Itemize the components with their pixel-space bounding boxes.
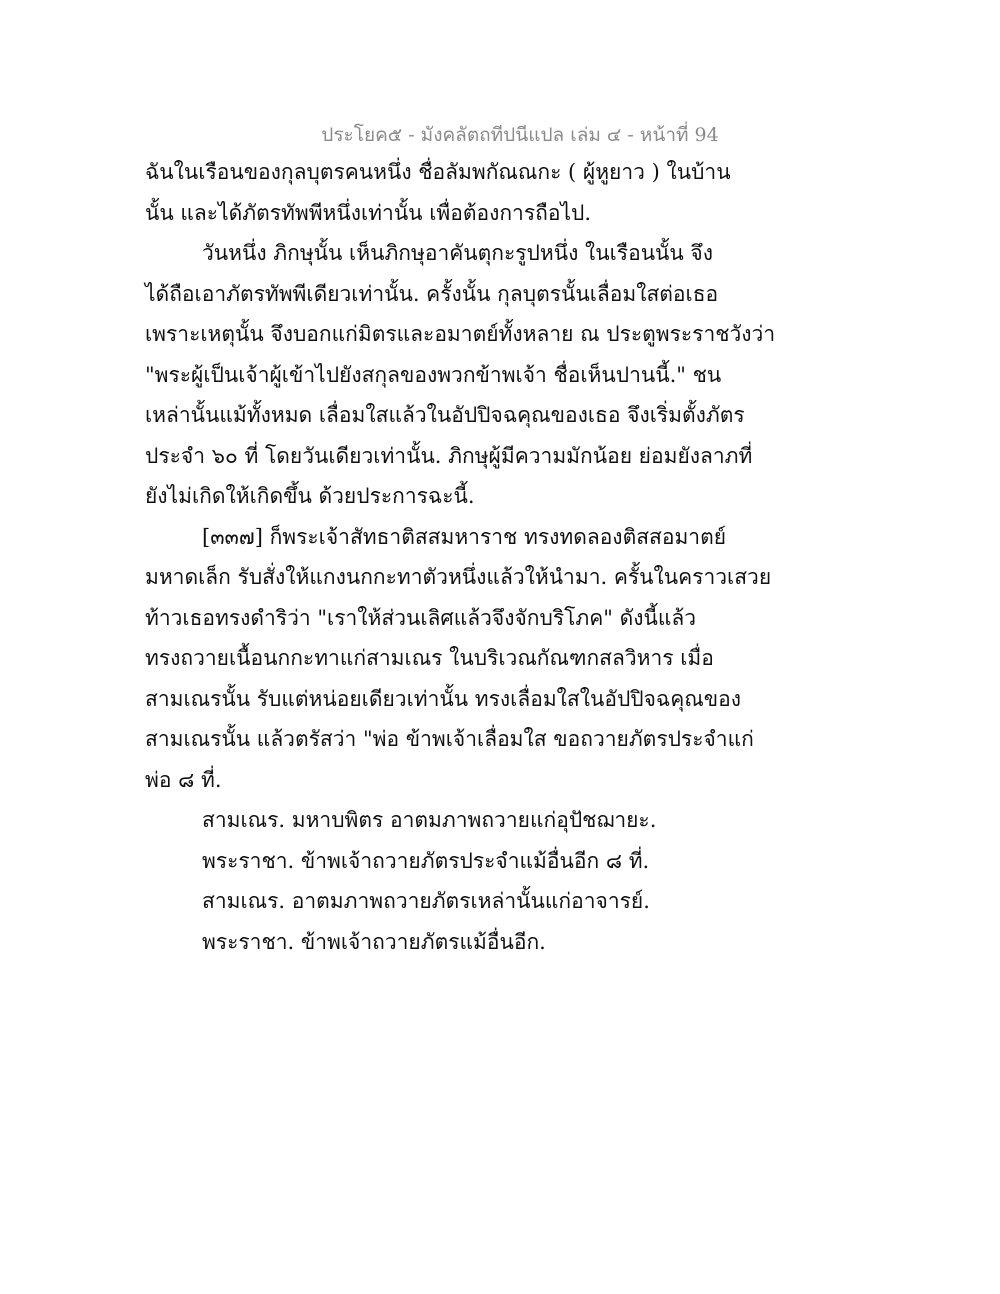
- dialogue-line: พระราชา. ข้าพเจ้าถวายภัตรประจำแม้อื่นอีก ๘ ที่.: [202, 848, 650, 873]
- text-line: มหาดเล็ก รับสั่งให้แกงนกกะทาตัวหนึ่งแล้วให้นำมา. ครั้นในคราวเสวย: [145, 565, 772, 589]
- document-body: [145, 152, 776, 962]
- text-line: "พระผู้เป็นเจ้าผู้เข้าไปยังสกุลของพวกข้าพเจ้า ชื่อเห็นปานนี้." ชน: [145, 362, 722, 387]
- dialogue-line: สามเณร. อาตมภาพถวายภัตรเหล่านั้นแก่อาจารย์.: [202, 889, 650, 913]
- dialogue-line: สามเณร. มหาบพิตร อาตมภาพถวายแก่อุปัชฌายะ.: [202, 808, 657, 832]
- text-line: นั้น และได้ภัตรทัพพีหนึ่งเท่านั้น เพื่อต้องการถือไป.: [145, 200, 592, 225]
- text-line: สามเณรนั้น แล้วตรัสว่า "พ่อ ข้าพเจ้าเลื่อมใส ขอถวายภัตรประจำแก่: [145, 727, 754, 751]
- text-line: ท้าวเธอทรงดำริว่า "เราให้ส่วนเลิศแล้วจึงจักบริโภค" ดังนี้แล้ว: [145, 605, 697, 630]
- text-line: ได้ถือเอาภัตรทัพพีเดียวเท่านั้น. ครั้งนั้น กุลบุตรนั้นเลื่อมใสต่อเธอ: [145, 281, 719, 306]
- text-line: [๓๓๗] ก็พระเจ้าสัทธาติสสมหาราช ทรงทดลองติสสอมาตย์: [202, 524, 727, 549]
- text-line: พ่อ ๘ ที่.: [145, 767, 222, 792]
- dialogue-line: พระราชา. ข้าพเจ้าถวายภัตรแม้อื่นอีก.: [202, 929, 546, 954]
- text-line: เหล่านั้นแม้ทั้งหมด เลื่อมใสแล้วในอัปปิจฉคุณของเธอ จึงเริ่มตั้งภัตร: [145, 403, 745, 427]
- text-line: ทรงถวายเนื้อนกกะทาแก่สามเณร ในบริเวณกัณฑกสลวิหาร เมื่อ: [145, 646, 714, 670]
- paragraph-2: [145, 233, 776, 517]
- text-line: ฉันในเรือนของกุลบุตรคนหนึ่ง ชื่อลัมพกัณณกะ ( ผู้หูยาว ) ในบ้าน: [145, 160, 731, 184]
- page-header: ประโยค๕ - มังคลัตถทีปนีแปล เล่ม ๔ - หน้าที่ 94: [321, 124, 719, 146]
- dialogue-block: [145, 800, 725, 962]
- text-line: สามเณรนั้น รับแต่หน่อยเดียวเท่านั้น ทรงเลื่อมใสในอัปปิจฉคุณของ: [145, 686, 741, 711]
- paragraph-3: [145, 517, 772, 801]
- text-line: เพราะเหตุนั้น จึงบอกแก่มิตรและอมาตย์ทั้งหลาย ณ ประตูพระราชวังว่า: [145, 322, 776, 346]
- paragraph-1: [145, 152, 731, 233]
- text-line: ประจำ ๖๐ ที่ โดยวันเดียวเท่านั้น. ภิกษุผู้มีความมักน้อย ย่อมยังลาภที่: [145, 443, 753, 468]
- text-line: ยังไม่เกิดให้เกิดขึ้น ด้วยประการฉะนี้.: [145, 484, 475, 508]
- text-line: วันหนึ่ง ภิกษุนั้น เห็นภิกษุอาคันตุกะรูปหนึ่ง ในเรือนนั้น จึง: [202, 241, 713, 265]
